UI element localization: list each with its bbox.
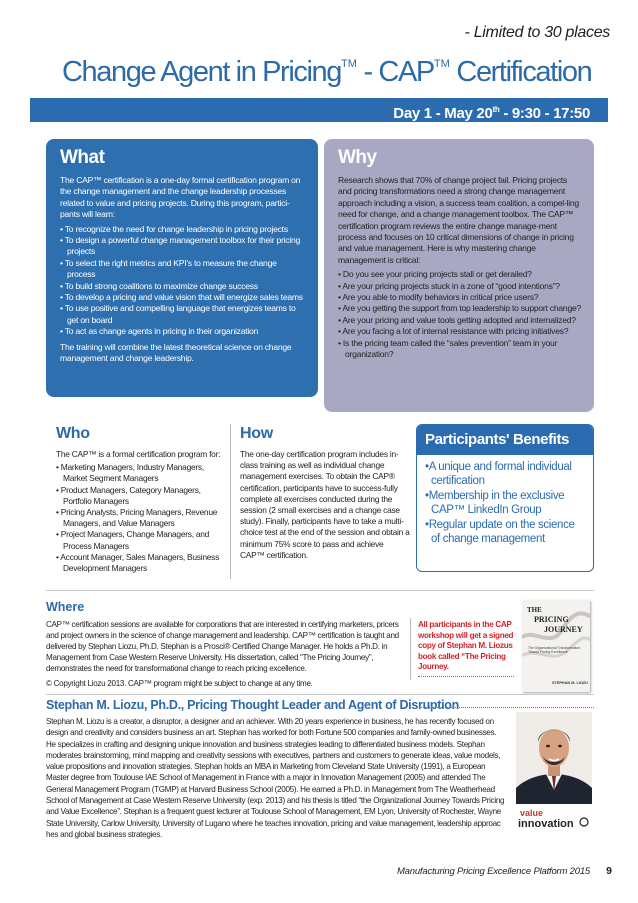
how-heading: How: [240, 425, 273, 442]
book-author: STEPHAN M. LIOZU: [552, 681, 588, 685]
column-divider: [410, 618, 411, 680]
copyright-note: © Copyright Liozu 2013. CAP™ program might be subject to change at any time.: [46, 679, 313, 688]
list-item: • Are your pricing projects stuck in a zone of “good intentions”?: [338, 281, 582, 292]
participants-benefits-box: [416, 424, 594, 572]
day-date: Day 1 - May 20: [393, 105, 493, 122]
list-item: • Account Manager, Sales Managers, Business Development Managers: [56, 552, 221, 574]
section-divider: [46, 694, 594, 695]
trademark-mark: TM: [340, 58, 357, 70]
list-item: • To develop a pricing and value vision that will energize sales teams: [60, 292, 306, 303]
who-heading: Who: [56, 425, 90, 442]
who-intro: The CAP™ is a formal certification program for:: [56, 449, 221, 459]
page-title: [62, 56, 591, 89]
logo-word-innovation: innovation: [518, 818, 574, 830]
list-item: • To design a powerful change management toolbox for their pricing projects: [60, 235, 306, 258]
how-section: [240, 424, 410, 561]
benefits-list: [417, 461, 593, 546]
how-text: The one-day certification program includes in-class training as well as individual change management exercises. To obtain the CAP® certification, participants have to success-fully complete all exercises conducted during the session (2 small exercises and a change case study). Finally, participants have to take a multi-choice test at the end of the session and obtain a minimum 75% score to pass and achieve CAP™ certification.: [240, 449, 410, 560]
author-heading: Stephan M. Liozu, Ph.D., Pricing Thought Leader and Agent of Disruption: [46, 698, 459, 712]
what-heading: What: [60, 147, 105, 168]
author-bio: Stephan M. Liozu is a creator, a disruptor, a designer and an achiever. With 20 years experience in business, he has recently focused on design and creativity and considers business an art. Stephan has worked for both Fortune 500 companies and family-owned businesses. He specializes in crafting and designing unique innovation and business strategies leading to differentiated business models. Stephan moderates brainstorming, mind mapping and creativity sessions with executives, partners and customers to generate ideas, value models, value propositions and innovation strategies. Stephan holds an MBA in Marketing from Cleveland State University (1991), a European Master degree from Toulouse IAE School of Management in France with a major in Innovation Management (2005) and attended The General Management Program (TGMP) at Harvard Business School (2005). He earned a Ph.D. in Management from The Weatherhead School of Management at Case Western Reserve University (exp. 2013) and his thesis is titled “the Organizational Journey Towards Pricing and Value Excellence”. Stephan is a frequent guest lecturer at Toulouse School of Management, EM Lyon, University of Rochester, Wayne State University, Carlow University, University of Lugano where he teaches innovation, pricing and value management, leadership approac hes and global business strategies.: [46, 717, 505, 839]
title-part-1: Change Agent in Pricing: [62, 56, 341, 88]
book-cover-image: [522, 600, 590, 692]
list-item: • Are you facing a lot of internal resistance with pricing initiatives?: [338, 326, 582, 337]
book-title-line-3: JOURNEY: [544, 625, 583, 634]
book-promo-text: All participants in the CAP workshop will get a signed copy of Stephan M. Liozus book called “The Pricing Journey.: [418, 620, 514, 671]
where-section: [46, 619, 404, 693]
list-item: • Membership in the exclusive CAP™ LinkedIn Group: [425, 490, 585, 517]
list-item: • Are you getting the support from top leadership to support change?: [338, 303, 582, 314]
who-list: [56, 462, 221, 574]
benefits-heading: Participants' Benefits: [417, 425, 593, 455]
what-list: [60, 224, 306, 338]
value-innovation-logo: [516, 806, 594, 832]
list-item: • To recognize the need for change leadership in pricing projects: [60, 224, 306, 235]
why-list: [338, 269, 582, 360]
day-time: - 9:30 - 17:50: [499, 105, 590, 122]
footer-publication: Manufacturing Pricing Excellence Platform 2015: [396, 866, 590, 877]
promo-underline: [418, 676, 514, 677]
list-item: • Are your pricing and value tools getting adopted and internalized?: [338, 315, 582, 326]
heading-dotted-rule: [416, 707, 594, 708]
why-heading: Why: [338, 147, 377, 168]
day-ordinal: th: [492, 105, 500, 114]
list-item: • Regular update on the science of change management: [425, 519, 585, 546]
limited-places-note: - Limited to 30 places: [464, 24, 610, 41]
title-part-3: Certification: [449, 56, 592, 88]
what-intro: The CAP™ certification is a one-day formal certification program on the change management and the change leadership processes related to value and pricing projects. During this program, partici-pants will learn:: [60, 175, 301, 220]
author-portrait: [516, 712, 592, 804]
what-outro: The training will combine the latest theoretical science on change management and change leadership.: [60, 341, 292, 364]
where-heading: Where: [46, 600, 85, 614]
list-item: • Marketing Managers, Industry Managers, Market Segment Managers: [56, 462, 221, 484]
book-cover-art: [522, 600, 590, 692]
list-item: • Pricing Analysts, Pricing Managers, Revenue Managers, and Value Managers: [56, 507, 221, 529]
list-item: • Product Managers, Category Managers, Portfolio Managers: [56, 485, 221, 507]
section-divider: [46, 590, 594, 591]
book-title-line-2: PRICING: [534, 615, 569, 624]
list-item: • To act as change agents in pricing in their organization: [60, 326, 306, 337]
trademark-mark: TM: [433, 58, 450, 70]
why-intro: Research shows that 70% of change project fail. Pricing projects and pricing transformations need a strong change management approach including a vision, a success team coalition, a compel-ling need for change, and a change management toolbox. The CAP™ certification program reviews the entire change manage-ment process and focuses on 10 critical dimensions of change in pricing and value management. Here is why mastering change management is critical:: [338, 175, 579, 265]
list-item: • A unique and formal individual certification: [425, 461, 585, 488]
book-subtitle: The Organizational Transformation Toward Pricing Excellence: [528, 646, 581, 655]
logo-swirl-icon: [580, 818, 588, 826]
where-text: CAP™ certification sessions are available for corporations that are interested in certifying marketers, pricers and project owners in the science of change management and leadership. CAP™ certification is taught and delivered by Stephan Liozu, Ph.D. Stephan is a Prosci® Certified Change Manager. He holds a Ph.D. in Management from Case Western Reserve University. His dissertation, called “The Pricing Journey”, demonstrates the need for transformational change to reach pricing excellence.: [46, 620, 399, 673]
why-box: [324, 139, 594, 412]
column-divider: [230, 424, 231, 579]
list-item: • To use positive and compelling language that energizes teams to get on board: [60, 303, 306, 326]
list-item: • Is the pricing team called the “sales prevention” team in your organization?: [338, 338, 582, 361]
page-number: 9: [606, 865, 612, 877]
book-title-line-1: THE: [527, 606, 542, 614]
day-schedule-band: [30, 98, 608, 122]
what-box: [46, 139, 318, 397]
list-item: • To select the right metrics and KPI's to measure the change process: [60, 258, 306, 281]
list-item: • Project Managers, Change Managers, and Process Managers: [56, 529, 221, 551]
portrait-art: [516, 712, 592, 804]
logo-art: [516, 806, 594, 832]
who-section: [56, 424, 221, 578]
logo-word-value: value: [520, 808, 544, 818]
list-item: • Do you see your pricing projects stall or get derailed?: [338, 269, 582, 280]
title-part-2: - CAP: [356, 56, 434, 88]
list-item: • To build strong coalitions to maximize change success: [60, 281, 306, 292]
list-item: • Are you able to modify behaviors in critical price users?: [338, 292, 582, 303]
